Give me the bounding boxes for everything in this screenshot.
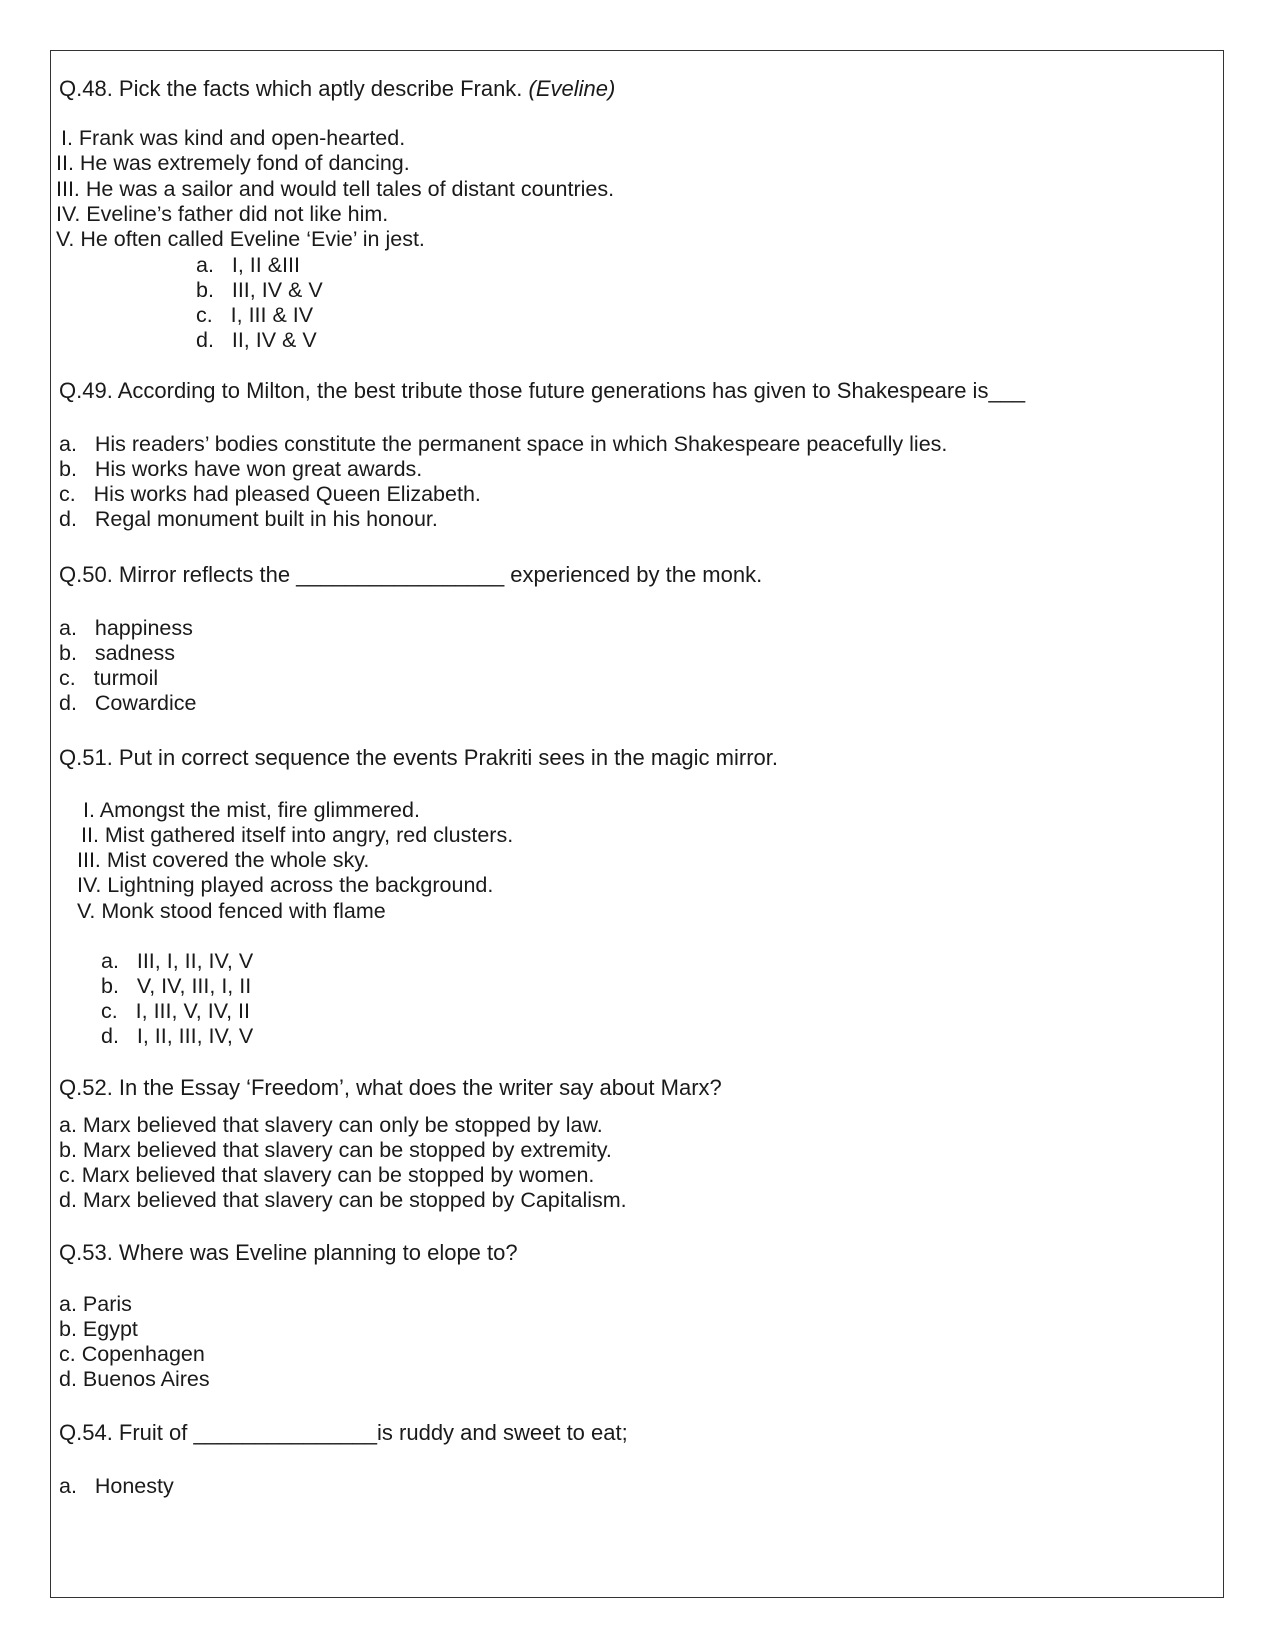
q49-option-a: a. His readers’ bodies constitute the permanent space in which Shakespeare peacefully lies.: [59, 432, 948, 456]
question-50: Q.50. Mirror reflects the _________________ experienced by the monk.: [59, 562, 763, 587]
q51-statement-5: V. Monk stood fenced with flame: [77, 899, 386, 923]
q51-statement-4: IV. Lightning played across the background.: [77, 873, 494, 897]
q51-option-c: c. I, III, V, IV, II: [101, 999, 250, 1023]
q53-option-d: d. Buenos Aires: [59, 1367, 210, 1391]
q50-option-c: c. turmoil: [59, 666, 159, 690]
q48-option-a: a. I, II &III: [196, 253, 300, 277]
q51-statement-2: II. Mist gathered itself into angry, red clusters.: [81, 823, 514, 847]
q51-statement-1: I. Amongst the mist, fire glimmered.: [83, 798, 420, 822]
question-53: Q.53. Where was Eveline planning to elope to?: [59, 1240, 518, 1265]
q48-option-b: b. III, IV & V: [196, 278, 323, 302]
question-51: Q.51. Put in correct sequence the events Prakriti sees in the magic mirror.: [59, 745, 778, 770]
q51-option-a: a. III, I, II, IV, V: [101, 949, 254, 973]
q49-option-d: d. Regal monument built in his honour.: [59, 507, 438, 531]
q53-option-a: a. Paris: [59, 1292, 132, 1316]
question-54: Q.54. Fruit of _______________is ruddy and sweet to eat;: [59, 1420, 628, 1445]
q48-statement-5: V. He often called Eveline ‘Evie’ in jest.: [56, 227, 425, 251]
q48-option-d: d. II, IV & V: [196, 328, 317, 352]
q51-option-b: b. V, IV, III, I, II: [101, 974, 252, 998]
q54-option-a: a. Honesty: [59, 1474, 174, 1498]
q48-statement-2: II. He was extremely fond of dancing.: [56, 151, 410, 175]
q50-option-a: a. happiness: [59, 616, 193, 640]
page-frame: [50, 50, 1224, 1598]
q49-option-b: b. His works have won great awards.: [59, 457, 423, 481]
question-49: Q.49. According to Milton, the best tribute those future generations has given to Shakespeare is___: [59, 378, 1026, 403]
q51-statement-3: III. Mist covered the whole sky.: [77, 848, 370, 872]
question-48-source: (Eveline): [528, 76, 616, 101]
q50-option-d: d. Cowardice: [59, 691, 197, 715]
question-48: [59, 76, 615, 102]
q48-statement-4: IV. Eveline’s father did not like him.: [56, 202, 389, 226]
q48-option-c: c. I, III & IV: [196, 303, 314, 327]
question-48-text: Q.48. Pick the facts which aptly describe Frank.: [59, 76, 523, 101]
q50-option-b: b. sadness: [59, 641, 175, 665]
q52-option-b: b. Marx believed that slavery can be stopped by extremity.: [59, 1138, 612, 1162]
q53-option-b: b. Egypt: [59, 1317, 138, 1341]
question-52: Q.52. In the Essay ‘Freedom’, what does the writer say about Marx?: [59, 1075, 722, 1100]
q49-option-c: c. His works had pleased Queen Elizabeth.: [59, 482, 481, 506]
q52-option-d: d. Marx believed that slavery can be stopped by Capitalism.: [59, 1188, 627, 1212]
q48-statement-1: I. Frank was kind and open-hearted.: [61, 126, 406, 150]
q52-option-a: a. Marx believed that slavery can only be stopped by law.: [59, 1113, 603, 1137]
q48-statement-3: III. He was a sailor and would tell tales of distant countries.: [56, 177, 615, 201]
q52-option-c: c. Marx believed that slavery can be stopped by women.: [59, 1163, 595, 1187]
q51-option-d: d. I, II, III, IV, V: [101, 1024, 254, 1048]
q53-option-c: c. Copenhagen: [59, 1342, 205, 1366]
